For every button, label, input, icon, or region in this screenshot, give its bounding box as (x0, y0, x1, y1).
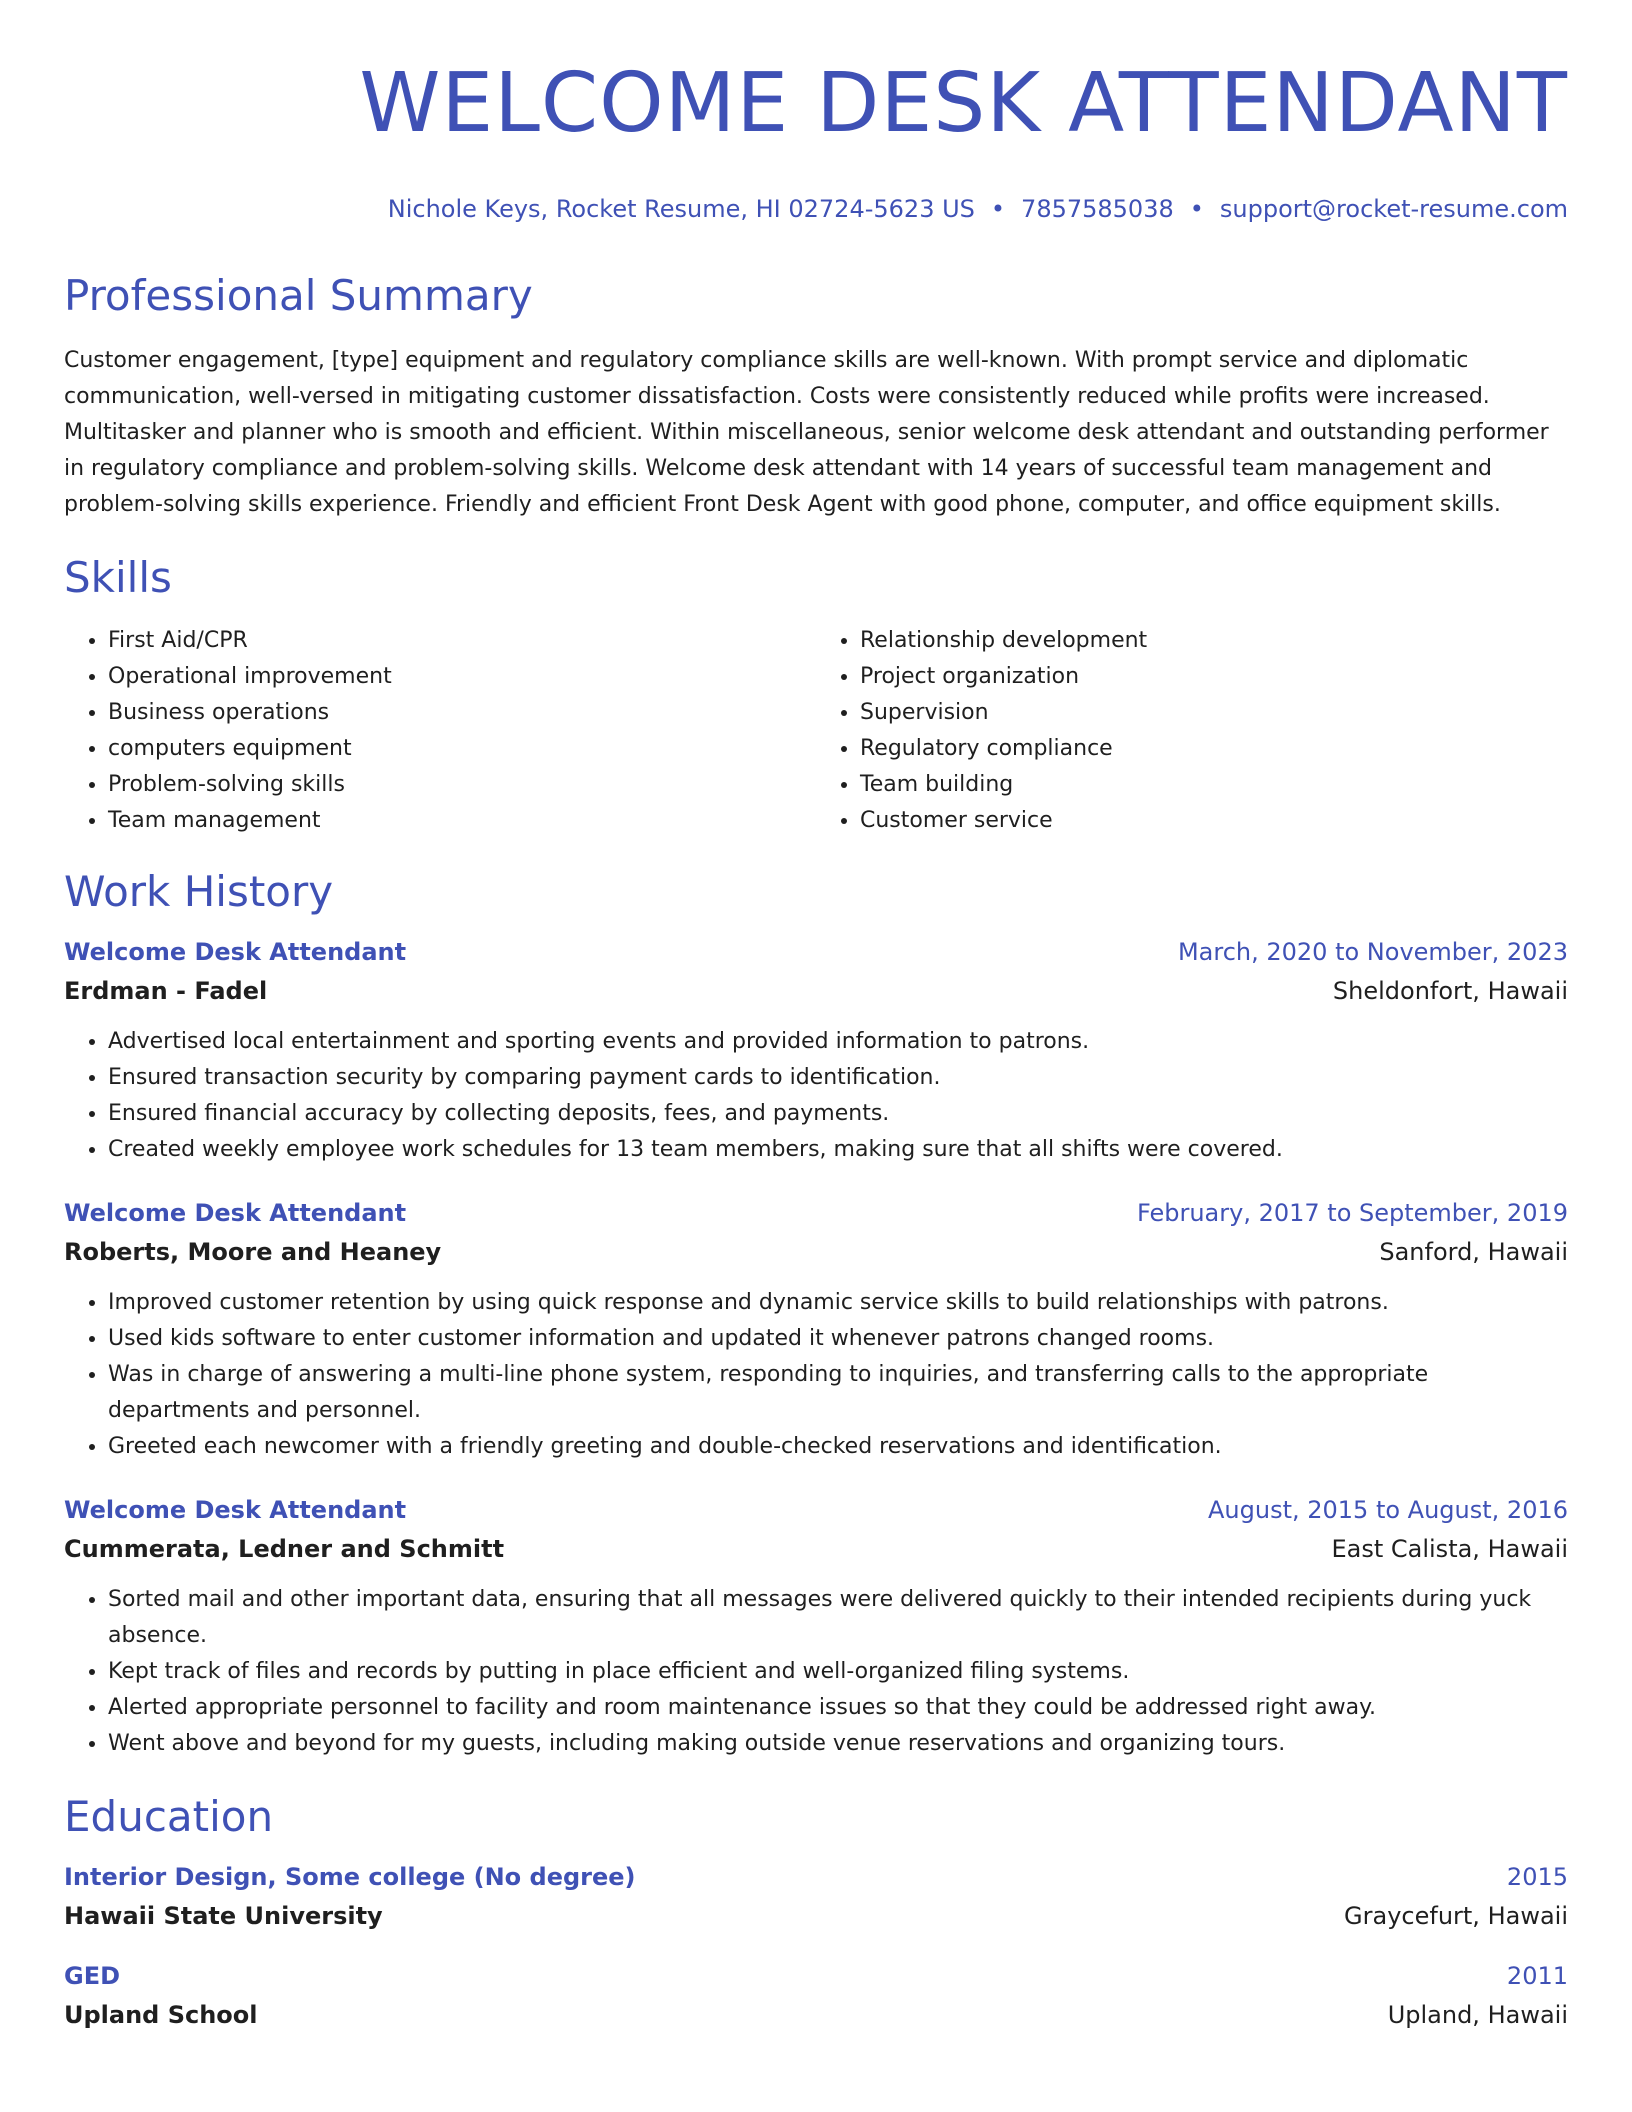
skill-item: • Business operations (108, 695, 816, 731)
job-dates: February, 2017 to September, 2019 (1136, 1199, 1568, 1227)
job-bullet: • Used kids software to enter customer information and updated it whenever patrons changed rooms. (108, 1321, 1568, 1357)
skill-item: • Team management (108, 803, 816, 839)
job-entry (64, 1198, 1568, 1465)
job-bullets (64, 1285, 1568, 1465)
skill-item: • Operational improvement (108, 659, 816, 695)
skill-item: • First Aid/CPR (108, 623, 816, 659)
job-bullets (64, 1024, 1568, 1168)
skills-column-right (816, 623, 1568, 839)
summary-text: Customer engagement, [type] equipment and regulatory compliance skills are well-known. With prompt service and diplomatic communication, well-versed in mitigating customer dissatisfaction. Costs were consistently reduced while profits were increased. Multitasker and planner who is smooth and efficient. Within miscellaneous, senior welcome desk attendant and outstanding performer in regulatory compliance and problem-solving skills. Welcome desk attendant with 14 years of successful team management and problem-solving skills experience. Friendly and efficient Front Desk Agent with good phone, computer, and office equipment skills. (64, 348, 1549, 517)
job-title: Welcome Desk Attendant (64, 1496, 407, 1524)
job-company: Roberts, Moore and Heaney (64, 1238, 442, 1266)
job-bullet: • Ensured transaction security by comparing payment cards to identification. (108, 1060, 1568, 1096)
job-bullet: • Went above and beyond for my guests, including making outside venue reservations and organizing tours. (108, 1726, 1568, 1762)
education-year: 2015 (1506, 1863, 1568, 1891)
skill-item: • Supervision (860, 695, 1568, 731)
education-school: Upland School (64, 2001, 258, 2029)
skill-item: • Project organization (860, 659, 1568, 695)
education-degree: Interior Design, Some college (No degree) (64, 1863, 636, 1891)
job-dates: March, 2020 to November, 2023 (1177, 938, 1568, 966)
education-location: Upland, Hawaii (1387, 2001, 1568, 2029)
contact-line (64, 194, 1568, 224)
education-year: 2011 (1506, 1962, 1568, 1990)
education-degree: GED (64, 1962, 121, 1990)
job-location: Sheldonfort, Hawaii (1332, 977, 1568, 1005)
education-school: Hawaii State University (64, 1902, 383, 1930)
skill-item: • Relationship development (860, 623, 1568, 659)
contact-separator: • (1189, 195, 1204, 223)
job-entry (64, 937, 1568, 1168)
contact-phone: 7857585038 (1021, 195, 1174, 223)
job-dates: August, 2015 to August, 2016 (1208, 1496, 1568, 1524)
job-bullet: • Was in charge of answering a multi-line phone system, responding to inquiries, and transferring calls to the appropriate departments and personnel. (108, 1357, 1568, 1429)
resume-title: WELCOME DESK ATTENDANT (359, 56, 1568, 151)
section-heading-work: Work History (64, 867, 334, 916)
skill-item: • Team building (860, 767, 1568, 803)
contact-address: Nichole Keys, Rocket Resume, HI 02724-5623 US (387, 195, 975, 223)
skill-item: • Customer service (860, 803, 1568, 839)
contact-separator: • (990, 195, 1006, 223)
job-bullet: • Alerted appropriate personnel to facility and room maintenance issues so that they could be addressed right away. (108, 1690, 1568, 1726)
skill-item: • computers equipment (108, 731, 816, 767)
skills-list (64, 623, 1568, 839)
job-bullet: • Advertised local entertainment and sporting events and provided information to patrons. (108, 1024, 1568, 1060)
education-location: Graycefurt, Hawaii (1344, 1902, 1568, 1930)
skill-item: • Regulatory compliance (860, 731, 1568, 767)
job-title: Welcome Desk Attendant (64, 938, 407, 966)
job-bullet: • Sorted mail and other important data, ensuring that all messages were delivered quickly to their intended recipients during yuck absence. (108, 1582, 1568, 1654)
job-location: East Calista, Hawaii (1331, 1535, 1568, 1563)
job-bullet: • Kept track of files and records by putting in place efficient and well-organized filing systems. (108, 1654, 1568, 1690)
skill-item: • Problem-solving skills (108, 767, 816, 803)
job-bullet: • Improved customer retention by using quick response and dynamic service skills to build relationships with patrons. (108, 1285, 1568, 1321)
job-bullet: • Created weekly employee work schedules for 13 team members, making sure that all shifts were covered. (108, 1132, 1568, 1168)
job-title: Welcome Desk Attendant (64, 1199, 407, 1227)
job-company: Cummerata, Ledner and Schmitt (64, 1535, 505, 1563)
contact-email: support@rocket-resume.com (1219, 195, 1568, 223)
education-entry (64, 1862, 1568, 1931)
section-heading-education: Education (64, 1792, 274, 1841)
skills-column-left (64, 623, 816, 839)
job-entry (64, 1495, 1568, 1762)
job-bullet: • Ensured financial accuracy by collecting deposits, fees, and payments. (108, 1096, 1568, 1132)
job-bullets (64, 1582, 1568, 1762)
section-heading-skills: Skills (64, 553, 172, 602)
job-bullet: • Greeted each newcomer with a friendly greeting and double-checked reservations and identification. (108, 1429, 1568, 1465)
education-entry (64, 1961, 1568, 2030)
job-company: Erdman - Fadel (64, 977, 268, 1005)
job-location: Sanford, Hawaii (1379, 1238, 1568, 1266)
section-heading-summary: Professional Summary (64, 271, 533, 320)
